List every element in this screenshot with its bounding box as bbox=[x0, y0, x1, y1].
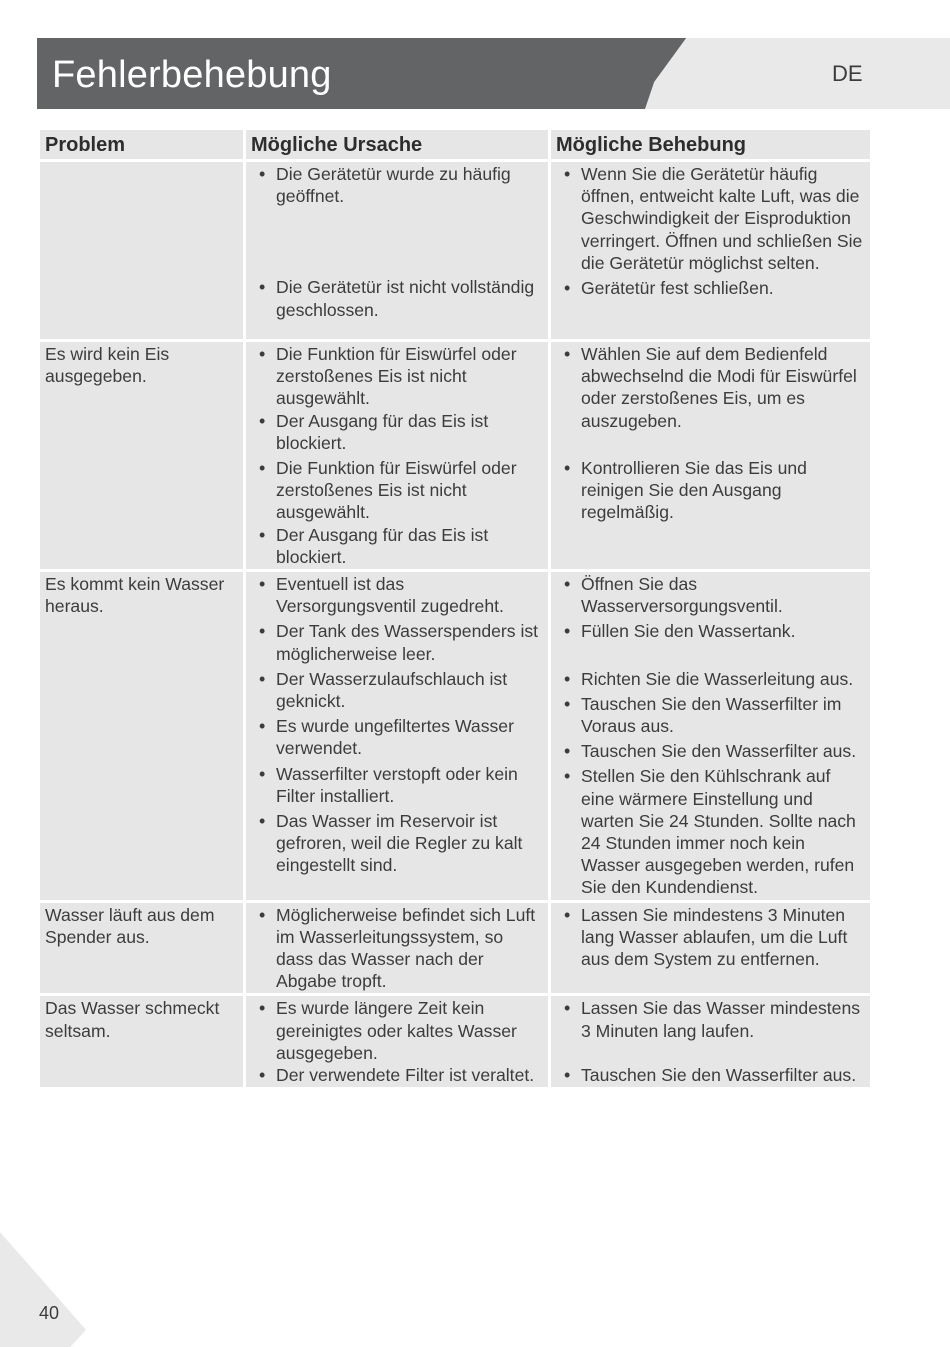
remedy-cell bbox=[551, 162, 870, 339]
table-row bbox=[40, 572, 870, 900]
remedy-item: • Gerätetür fest schließen. bbox=[556, 277, 866, 299]
cause-item: • Die Funktion für Eiswürfel oder zerstoßenes Eis ist nicht ausgewählt. bbox=[251, 457, 544, 524]
remedy-item: • Kontrollieren Sie das Eis und reinigen Sie den Ausgang regelmäßig. bbox=[556, 457, 866, 524]
remedy-item: • Stellen Sie den Kühlschrank auf eine wärmere Einstellung und warten Sie 24 Stunden. Sollte nach 24 Stunden immer noch kein Wasser ausgegeben werden, rufen Sie den Kundendienst. bbox=[556, 765, 866, 898]
remedy-item: • Richten Sie die Wasserleitung aus. bbox=[556, 668, 866, 690]
cause-item: • Der Wasserzulaufschlauch ist geknickt. bbox=[251, 668, 544, 712]
problem-cell: Es kommt kein Wasser heraus. bbox=[40, 572, 243, 900]
remedy-item: • Lassen Sie mindestens 3 Minuten lang Wasser ablaufen, um die Luft aus dem System zu entfernen. bbox=[556, 904, 866, 971]
cause-item: • Der Ausgang für das Eis ist blockiert. bbox=[251, 410, 544, 454]
language-tab bbox=[645, 38, 950, 109]
problem-cell: Das Wasser schmeckt seltsam. bbox=[40, 996, 243, 1087]
page-number: 40 bbox=[39, 1303, 60, 1323]
remedy-item: • Füllen Sie den Wassertank. bbox=[556, 620, 866, 642]
remedy-item: • Tauschen Sie den Wasserfilter im Voraus aus. bbox=[556, 693, 866, 737]
table-header-row bbox=[40, 130, 870, 159]
language-label: DE bbox=[832, 61, 863, 86]
cause-cell bbox=[246, 162, 548, 339]
header-problem: Problem bbox=[40, 130, 243, 159]
remedy-item: • Tauschen Sie den Wasserfilter aus. bbox=[556, 1064, 866, 1086]
cause-item: • Die Funktion für Eiswürfel oder zerstoßenes Eis ist nicht ausgewählt. bbox=[251, 343, 544, 410]
cause-item: • Der verwendete Filter ist veraltet. bbox=[251, 1064, 544, 1086]
cause-cell bbox=[246, 572, 548, 900]
header-remedy: Mögliche Behebung bbox=[551, 130, 870, 159]
cause-cell bbox=[246, 342, 548, 569]
table-row bbox=[40, 903, 870, 994]
page-title: Fehlerbehebung bbox=[52, 54, 332, 96]
cause-item: • Die Gerätetür wurde zu häufig geöffnet. bbox=[251, 163, 544, 207]
cause-item: • Das Wasser im Reservoir ist gefroren, weil die Regler zu kalt eingestellt sind. bbox=[251, 810, 544, 877]
cause-item: • Wasserfilter verstopft oder kein Filter installiert. bbox=[251, 763, 544, 807]
troubleshooting-table bbox=[37, 127, 873, 1090]
remedy-cell bbox=[551, 342, 870, 569]
remedy-item: • Wählen Sie auf dem Bedienfeld abwechselnd die Modi für Eiswürfel oder zerstoßenes Eis, um es auszugeben. bbox=[556, 343, 866, 432]
header-cause: Mögliche Ursache bbox=[246, 130, 548, 159]
cause-item: • Der Ausgang für das Eis ist blockiert. bbox=[251, 524, 544, 568]
corner-decoration bbox=[0, 1232, 86, 1347]
table-row bbox=[40, 996, 870, 1087]
problem-cell bbox=[40, 162, 243, 339]
cause-item: • Der Tank des Wasserspenders ist möglicherweise leer. bbox=[251, 620, 544, 664]
cause-item: • Die Gerätetür ist nicht vollständig geschlossen. bbox=[251, 276, 544, 320]
remedy-cell bbox=[551, 996, 870, 1087]
remedy-item: • Öffnen Sie das Wasserversorgungsventil. bbox=[556, 573, 866, 617]
remedy-item: • Lassen Sie das Wasser mindestens 3 Minuten lang laufen. bbox=[556, 997, 866, 1041]
problem-cell: Es wird kein Eis ausgegeben. bbox=[40, 342, 243, 569]
remedy-item: • Tauschen Sie den Wasserfilter aus. bbox=[556, 740, 866, 762]
table-row bbox=[40, 162, 870, 339]
remedy-item: • Wenn Sie die Gerätetür häufig öffnen, entweicht kalte Luft, was die Geschwindigkeit der Eisproduktion verringert. Öffnen und schließen Sie die Gerätetür möglichst selten. bbox=[556, 163, 866, 274]
cause-item: • Es wurde längere Zeit kein gereinigtes oder kaltes Wasser ausgegeben. bbox=[251, 997, 544, 1064]
cause-item: • Eventuell ist das Versorgungsventil zugedreht. bbox=[251, 573, 544, 617]
cause-cell bbox=[246, 996, 548, 1087]
problem-cell: Wasser läuft aus dem Spender aus. bbox=[40, 903, 243, 994]
cause-cell bbox=[246, 903, 548, 994]
remedy-cell bbox=[551, 903, 870, 994]
remedy-cell bbox=[551, 572, 870, 900]
cause-item: • Es wurde ungefiltertes Wasser verwendet. bbox=[251, 715, 544, 759]
table-row bbox=[40, 342, 870, 569]
cause-item: • Möglicherweise befindet sich Luft im Wasserleitungssystem, so dass das Wasser nach der Abgabe tropft. bbox=[251, 904, 544, 993]
